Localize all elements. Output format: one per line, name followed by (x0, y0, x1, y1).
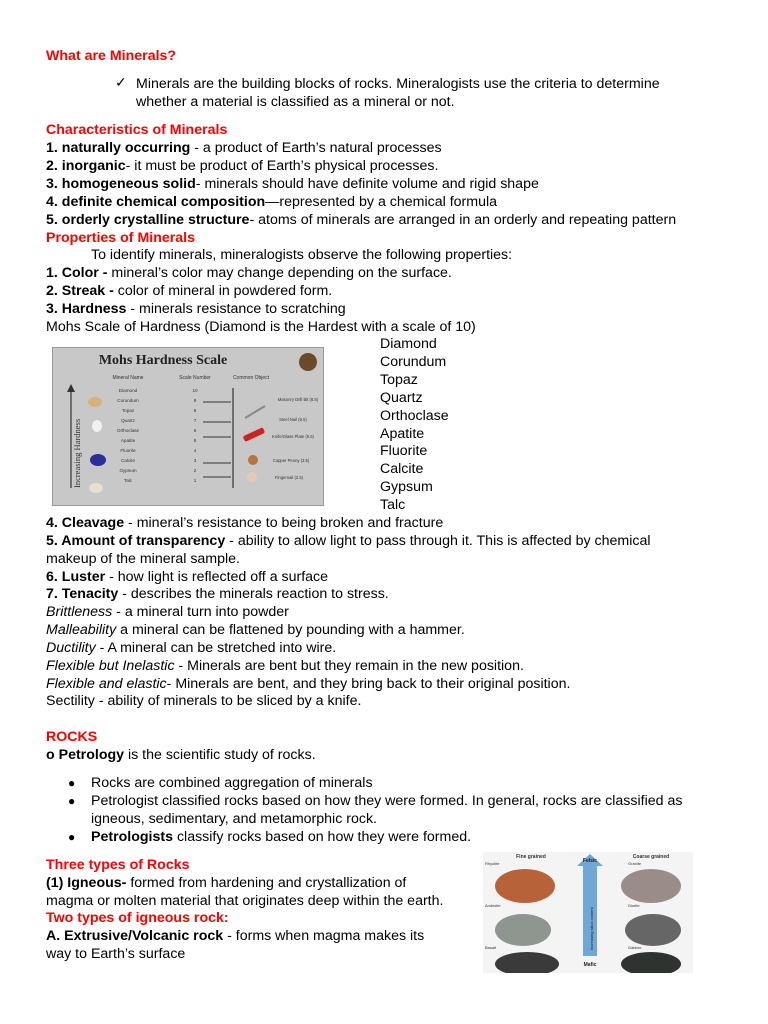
scale-item: Quartz (380, 390, 423, 406)
igneous-line: (1) Igneous- formed from hardening and crystallization of (46, 875, 407, 891)
characteristic-item: 5. orderly crystalline structure- atoms of minerals are arranged in an orderly and repeating pattern (46, 212, 677, 228)
scale-item: Calcite (380, 461, 424, 477)
svg-text:Apatite: Apatite (120, 438, 136, 443)
tenacity-item: Flexible but Inelastic - Minerals are bent but they remain in the new position. (46, 658, 524, 674)
section-title-characteristics: Characteristics of Minerals (46, 122, 228, 138)
property-transparency-cont: makeup of the mineral sample. (46, 551, 240, 567)
svg-text:Fluorite: Fluorite (120, 448, 136, 453)
scale-item: Gypsum (380, 479, 433, 495)
axis-increasing-hardness: Increasing Hardness (72, 418, 82, 488)
property-hardness: 3. Hardness - minerals resistance to scratching (46, 301, 346, 317)
svg-text:Diorite: Diorite (628, 903, 640, 908)
svg-text:Masonry Drill Bit (8.5): Masonry Drill Bit (8.5) (277, 397, 319, 402)
mohs-hardness-image (52, 347, 324, 506)
property-streak: 2. Streak - color of mineral in powdered form. (46, 283, 333, 299)
igneous-line-cont: magma or molten material that originates deep within the earth. (46, 893, 444, 909)
bullet-icon: ● (68, 776, 76, 790)
mohs-scale-line: Mohs Scale of Hardness (Diamond is the Hardest with a scale of 10) (46, 319, 476, 335)
scale-item: Orthoclase (380, 408, 449, 424)
svg-text:Granite: Granite (628, 861, 642, 866)
rocks-bullet: Rocks are combined aggregation of minerals (91, 775, 373, 791)
svg-text:Increasing silica content: Increasing silica content (589, 907, 594, 950)
svg-text:Corundum: Corundum (117, 398, 139, 403)
svg-text:7: 7 (193, 418, 197, 423)
scale-item: Apatite (380, 426, 425, 442)
extrusive-line: A. Extrusive/Volcanic rock - forms when magma makes its (46, 928, 425, 944)
section-title-minerals: What are Minerals? (46, 48, 177, 64)
svg-text:Talc: Talc (123, 478, 133, 483)
minerals-intro-line1: Minerals are the building blocks of rocks. Mineralogists use the criteria to determine (136, 76, 660, 92)
col-scale: Scale Number (179, 375, 211, 381)
property-transparency: 5. Amount of transparency - ability to allow light to pass through it. This is affected by chemical (46, 533, 651, 549)
characteristic-item: 2. inorganic- it must be product of Earth’s physical processes. (46, 158, 439, 174)
tenacity-item: Ductility - A mineral can be stretched into wire. (46, 640, 337, 656)
tenacity-item: Brittleness - a mineral turn into powder (46, 604, 289, 620)
svg-text:Steel Nail (6.5): Steel Nail (6.5) (279, 417, 307, 422)
scale-item: Talc (380, 497, 406, 513)
tenacity-item: Sectility - ability of minerals to be sliced by a knife. (46, 693, 362, 709)
svg-text:6: 6 (193, 428, 197, 433)
characteristic-item: 1. naturally occurring - a product of Earth’s natural processes (46, 140, 442, 156)
property-luster: 6. Luster - how light is reflected off a surface (46, 569, 329, 585)
rocks-bullet: Petrologist classified rocks based on how they were formed. In general, rocks are classified as (91, 793, 683, 809)
characteristic-item: 3. homogeneous solid- minerals should have definite volume and rigid shape (46, 176, 539, 192)
section-title-rocks: ROCKS (46, 729, 98, 745)
svg-text:Diamond: Diamond (118, 388, 138, 393)
scale-item: Corundum (380, 354, 447, 370)
svg-text:Fingernail (2.5): Fingernail (2.5) (274, 475, 304, 480)
extrusive-line-cont: way to Earth’s surface (46, 946, 186, 962)
svg-text:10: 10 (192, 388, 198, 393)
svg-text:Orthoclase: Orthoclase (116, 428, 140, 433)
svg-text:5: 5 (193, 438, 197, 443)
svg-text:Calcite: Calcite (120, 458, 136, 463)
svg-text:Rhyolite: Rhyolite (485, 861, 500, 866)
svg-text:Fine grained: Fine grained (516, 854, 546, 860)
svg-text:Topaz: Topaz (121, 408, 135, 413)
section-title-three-types: Three types of Rocks (46, 857, 190, 873)
svg-text:9: 9 (193, 398, 197, 403)
section-title-properties: Properties of Minerals (46, 230, 196, 246)
svg-text:3: 3 (193, 458, 197, 463)
minerals-intro-line2: whether a material is classified as a mineral or not. (136, 94, 455, 110)
petrology-line: o Petrology is the scientific study of rocks. (46, 747, 316, 763)
rocks-bullet: Petrologists classify rocks based on how they were formed. (91, 829, 472, 845)
svg-text:Mafic: Mafic (583, 962, 597, 968)
check-icon: ✓ (115, 75, 127, 91)
svg-text:2: 2 (193, 468, 197, 473)
svg-text:Gabbro: Gabbro (628, 945, 642, 950)
svg-text:Coarse grained: Coarse grained (632, 854, 670, 860)
property-cleavage: 4. Cleavage - mineral’s resistance to being broken and fracture (46, 515, 444, 531)
mohs-image-title: Mohs Hardness Scale (98, 353, 228, 368)
tenacity-item: Malleability a mineral can be flattened by pounding with a hammer. (46, 622, 465, 638)
properties-intro: To identify minerals, mineralogists observe the following properties: (91, 247, 513, 263)
svg-text:1: 1 (193, 478, 197, 483)
scale-item: Diamond (380, 336, 437, 352)
svg-text:Felsic: Felsic (582, 858, 598, 864)
property-tenacity: 7. Tenacity - describes the minerals reaction to stress. (46, 586, 389, 602)
col-mineral: Mineral Name (112, 375, 144, 381)
characteristic-item: 4. definite chemical composition—represented by a chemical formula (46, 194, 498, 210)
property-color: 1. Color - mineral’s color may change depending on the surface. (46, 265, 452, 281)
bullet-icon: ● (68, 794, 76, 808)
col-object: Common Object (232, 375, 270, 381)
scale-item: Fluorite (380, 443, 428, 459)
svg-text:Gypsum: Gypsum (119, 468, 137, 473)
igneous-types-title: Two types of igneous rock: (46, 910, 229, 926)
tenacity-item: Flexible and elastic- Minerals are bent, and they bring back to their original position. (46, 676, 571, 692)
scale-item: Topaz (380, 372, 418, 388)
rocks-bullet-cont: igneous, sedimentary, and metamorphic rock. (91, 811, 377, 827)
svg-text:Knife/Glass Plate (5.5): Knife/Glass Plate (5.5) (272, 434, 314, 439)
igneous-rocks-image (483, 852, 693, 973)
svg-text:8: 8 (193, 408, 197, 413)
svg-text:4: 4 (193, 448, 197, 453)
svg-text:Copper Penny (3.5): Copper Penny (3.5) (272, 458, 310, 463)
svg-text:Basalt: Basalt (485, 945, 497, 950)
bullet-icon: ● (68, 830, 76, 844)
svg-text:Quartz: Quartz (121, 418, 135, 423)
svg-text:Andesite: Andesite (485, 903, 501, 908)
